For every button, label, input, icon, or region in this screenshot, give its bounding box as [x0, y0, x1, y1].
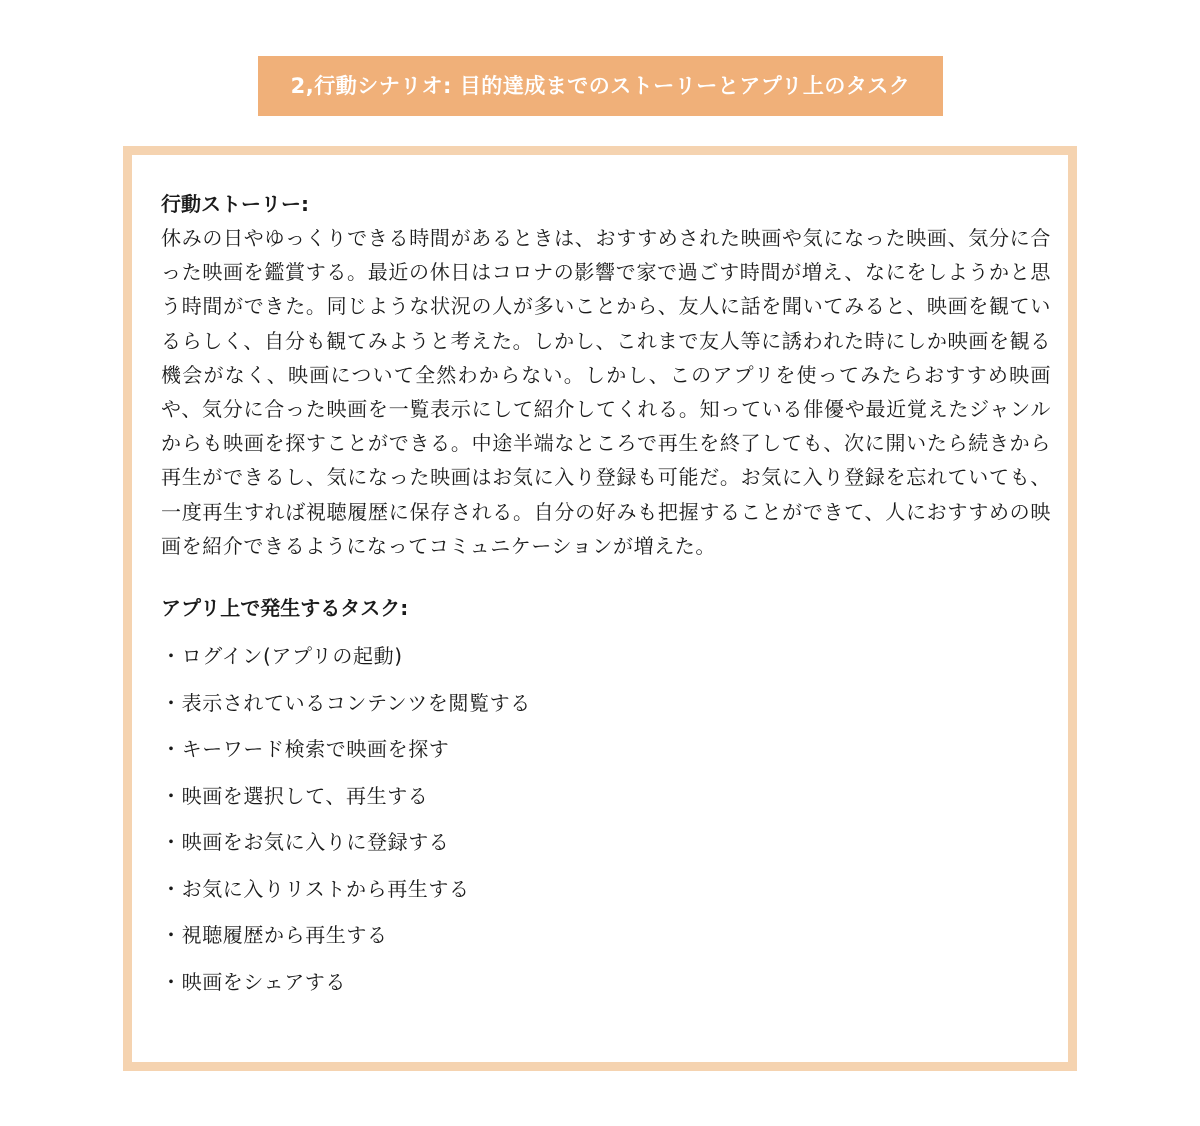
content-body: [161, 187, 1051, 1005]
page-title: 2,行動シナリオ: 目的達成までのストーリーとアプリ上のタスク: [290, 74, 911, 98]
content-frame: [123, 146, 1077, 1071]
story-text: 休みの日やゆっくりできる時間があるときは、おすすめされた映画や気になった映画、気分に合った映画を鑑賞する。最近の休日はコロナの影響で家で過ごす時間が増え、なにをしようかと思う時間ができた。同じような状況の人が多いことから、友人に話を聞いてみると、映画を観ているらしく、自分も観てみようと考えた。しかし、これまで友人等に誘われた時にしか映画を観る機会がなく、映画について全然わからない。しかし、このアプリを使ってみたらおすすめ映画や、気分に合った映画を一覧表示にして紹介してくれる。知っている俳優や最近覚えたジャンルからも映画を探すことができる。中途半端なところで再生を終了しても、次に開いたら続きから再生ができるし、気になった映画はお気に入り登録も可能だ。お気に入り登録を忘れていても、一度再生すれば視聴履歴に保存される。自分の好みも把握することができて、人におすすめの映画を紹介できるようになってコミュニケーションが増えた。: [161, 226, 1051, 558]
title-banner: [258, 56, 943, 116]
task-item: ・映画をシェアする: [161, 969, 346, 994]
task-item: ・映画を選択して、再生する: [161, 783, 429, 808]
task-item: ・映画をお気に入りに登録する: [161, 830, 450, 855]
task-item: ・お気に入りリストから再生する: [161, 876, 470, 901]
task-item: ・表示されているコンテンツを閲覧する: [161, 690, 531, 715]
task-item: ・視聴履歴から再生する: [161, 923, 388, 948]
task-item: ・キーワード検索で映画を探す: [161, 737, 450, 762]
task-list: [161, 633, 1051, 1005]
task-item: ・ログイン(アプリの起動): [161, 644, 403, 669]
story-heading: 行動ストーリー:: [161, 192, 309, 216]
tasks-heading: アプリ上で発生するタスク:: [161, 596, 409, 621]
